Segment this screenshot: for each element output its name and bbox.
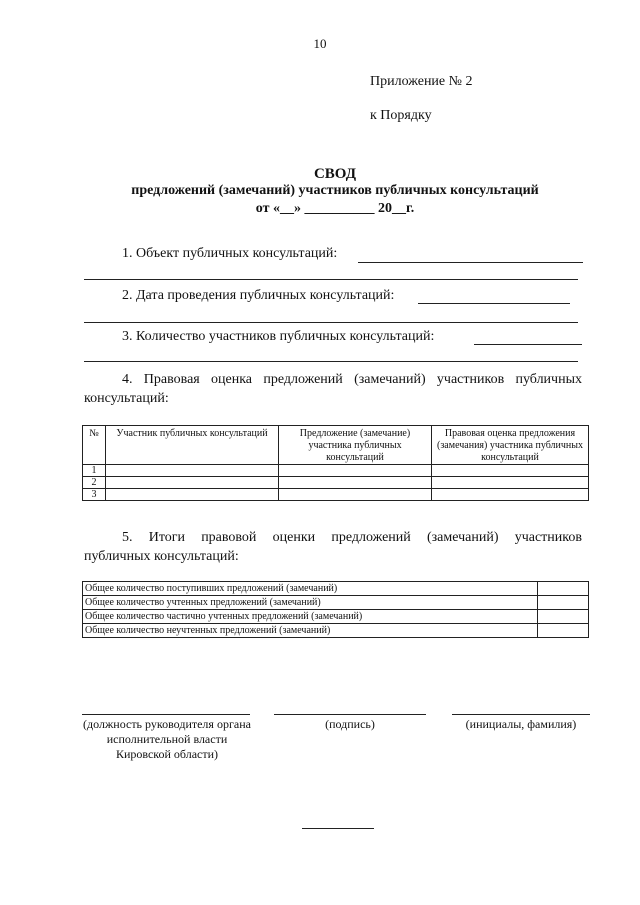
table1-row-number: 3 <box>83 489 106 501</box>
summary-accepted: Общее количество учтенных предложений (замечаний) <box>83 596 538 610</box>
item-5-line-1: 5. Итоги правовой оценки предложений (замечаний) участников <box>122 530 582 545</box>
position-signature-line <box>82 714 250 715</box>
appendix-number: Приложение № 2 <box>370 74 473 89</box>
date-line: от «__» __________ 20__г. <box>255 201 415 216</box>
name-signature-line <box>452 714 590 715</box>
item-2-label: 2. Дата проведения публичных консультаций: <box>122 288 395 303</box>
table-row <box>83 465 589 477</box>
table1-row-number: 2 <box>83 477 106 489</box>
signature-line <box>274 714 426 715</box>
item-2-fill-line <box>418 303 570 304</box>
table1-header-assessment: Правовая оценка предложения (замечания) участника публичных консультаций <box>432 426 589 465</box>
item-4-line-2: консультаций: <box>84 391 169 406</box>
item-1-fill-line <box>358 262 583 263</box>
item-5-line-2: публичных консультаций: <box>84 549 239 564</box>
item-1-label: 1. Объект публичных консультаций: <box>122 246 338 261</box>
name-caption: (инициалы, фамилия) <box>465 717 577 731</box>
table-row <box>83 489 589 501</box>
item-3-fill-line-2 <box>84 361 578 362</box>
table1-header-participant: Участник публичных консультаций <box>106 426 279 465</box>
document-subtitle: предложений (замечаний) участников публичных консультаций <box>131 183 539 198</box>
table-row <box>83 624 589 638</box>
summary-received: Общее количество поступивших предложений (замечаний) <box>83 582 538 596</box>
signature-position-caption: (должность руководителя органа исполнительной власти Кировской области) <box>83 717 251 761</box>
appendix-reference: к Порядку <box>370 108 432 123</box>
table-row <box>83 596 589 610</box>
table1-header-number: № <box>83 426 106 465</box>
summary-partially-accepted: Общее количество частично учтенных предложений (замечаний) <box>83 610 538 624</box>
item-3-label: 3. Количество участников публичных консультаций: <box>122 329 435 344</box>
summary-rejected: Общее количество неучтенных предложений (замечаний) <box>83 624 538 638</box>
table-row <box>83 477 589 489</box>
table-row <box>83 610 589 624</box>
document-title: СВОД <box>313 166 357 182</box>
results-summary-table <box>82 581 589 638</box>
item-4-line-1: 4. Правовая оценка предложений (замечаний) участников публичных <box>122 372 582 387</box>
page-number: 10 <box>313 36 327 51</box>
item-1-fill-line-2 <box>84 279 578 280</box>
table1-header-proposal: Предложение (замечание) участника публичных консультаций <box>279 426 432 465</box>
item-3-fill-line <box>474 344 582 345</box>
table1-row-number: 1 <box>83 465 106 477</box>
item-2-fill-line-2 <box>84 322 578 323</box>
signature-caption: (подпись) <box>325 717 375 731</box>
table-row <box>83 582 589 596</box>
end-line <box>302 828 374 829</box>
legal-assessment-table <box>82 425 589 501</box>
